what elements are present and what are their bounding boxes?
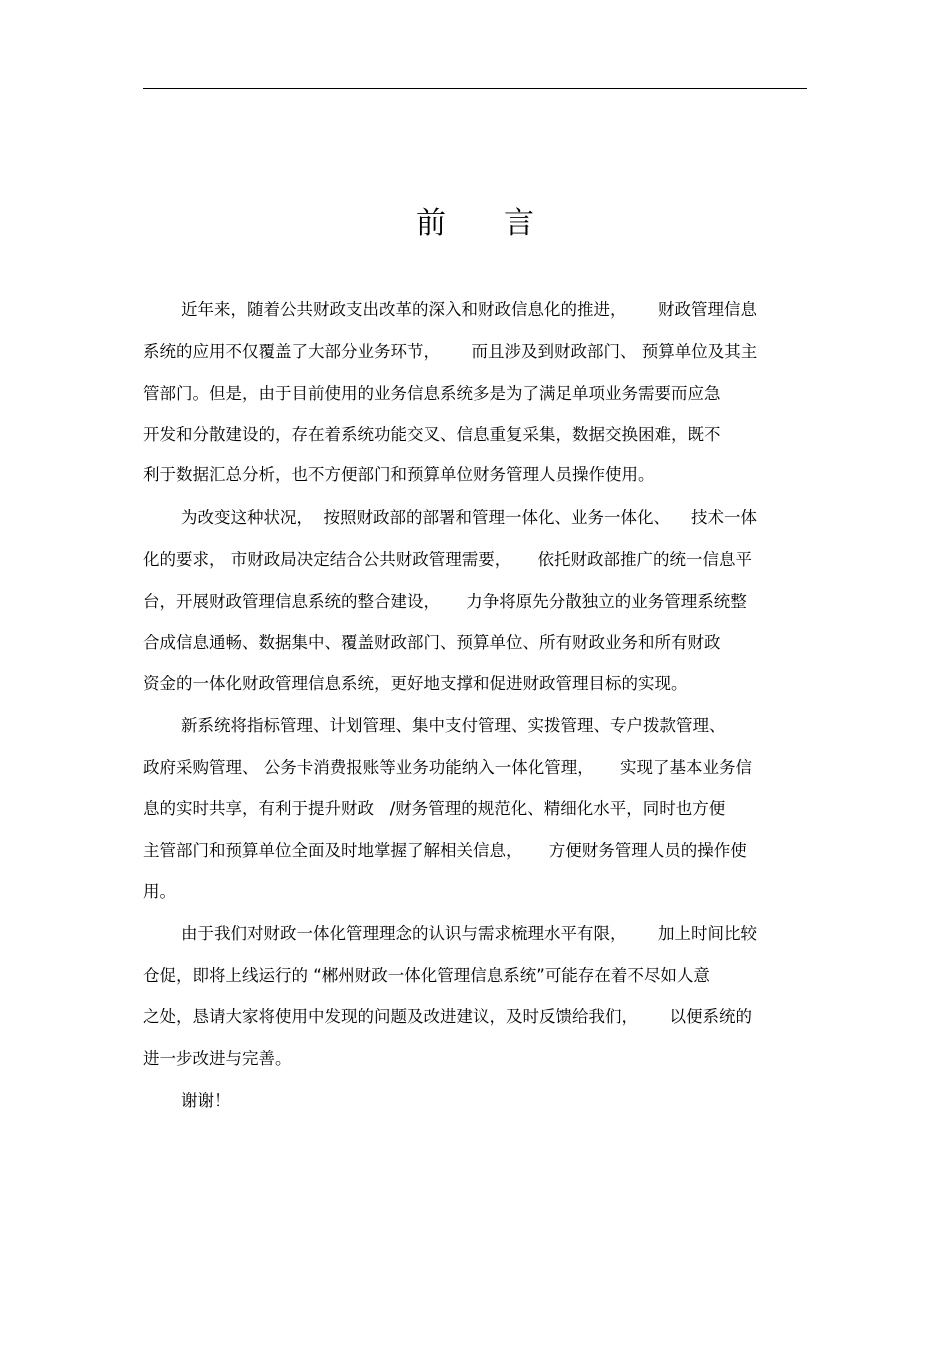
paragraph-line: 台，开展财政管理信息系统的整合建设， 力争将原先分散独立的业务管理系统整 <box>143 592 747 611</box>
closing-line: 谢谢！ <box>181 1091 231 1110</box>
header-rule <box>143 88 807 89</box>
paragraph-line: 新系统将指标管理、计划管理、集中支付管理、实拨管理、专户拨款管理、 <box>181 716 726 735</box>
paragraph-line: 化的要求， 市财政局决定结合公共财政管理需要， 依托财政部推广的统一信息平 <box>143 550 752 569</box>
paragraph-line: 利于数据汇总分析，也不方便部门和预算单位财务管理人员操作使用。 <box>143 465 655 484</box>
paragraph-line: 管部门。但是，由于目前使用的业务信息系统多是为了满足单项业务需要而应急 <box>143 384 721 403</box>
paragraph-line: 合成信息通畅、数据集中、覆盖财政部门、预算单位、所有财政业务和所有财政 <box>143 633 721 652</box>
paragraph-line: 开发和分散建设的，存在着系统功能交叉、信息重复采集，数据交换困难，既不 <box>143 425 721 444</box>
paragraph-line: 政府采购管理、 公务卡消费报账等业务功能纳入一体化管理， 实现了基本业务信 <box>143 758 752 777</box>
paragraph-line: 之处，恳请大家将使用中发现的问题及改进建议，及时反馈给我们， 以便系统的 <box>143 1007 752 1026</box>
paragraph-line: 用。 <box>143 882 176 901</box>
title-char-2: 言 <box>504 206 534 241</box>
paragraph-line: 进一步改进与完善。 <box>143 1049 292 1068</box>
paragraph-line: 主管部门和预算单位全面及时地掌握了解相关信息， 方便财务管理人员的操作使 <box>143 841 747 860</box>
paragraph-line: 由于我们对财政一体化管理理念的认识与需求梳理水平有限， 加上时间比较 <box>181 924 757 943</box>
title-char-1: 前 <box>416 206 446 241</box>
paragraph-line: 仓促，即将上线运行的 “郴州财政一体化管理信息系统”可能存在着不尽如人意 <box>143 966 710 985</box>
page-title <box>0 204 950 244</box>
paragraph-line: 近年来，随着公共财政支出改革的深入和财政信息化的推进， 财政管理信息 <box>181 300 757 319</box>
paragraph-line: 为改变这种状况， 按照财政部的部署和管理一体化、业务一体化、 技术一体 <box>181 508 757 527</box>
paragraph-line: 息的实时共享，有利于提升财政 /财务管理的规范化、精细化水平，同时也方便 <box>143 799 726 818</box>
paragraph-line: 资金的一体化财政管理信息系统，更好地支撑和促进财政管理目标的实现。 <box>143 674 688 693</box>
paragraph-line: 系统的应用不仅覆盖了大部分业务环节， 而且涉及到财政部门、 预算单位及其主 <box>143 342 758 361</box>
